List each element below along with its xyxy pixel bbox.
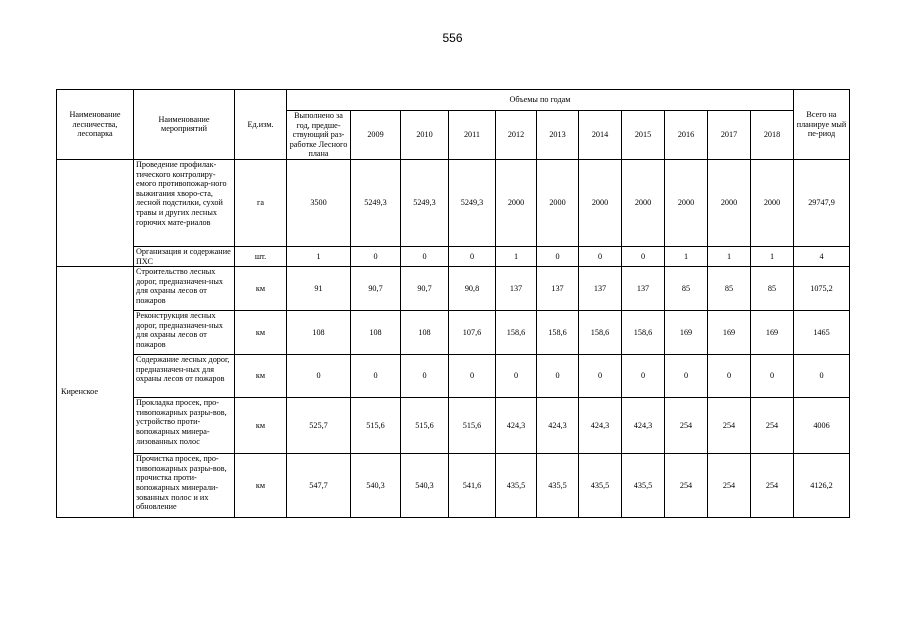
- value-cell: 515,6: [401, 398, 449, 454]
- value-cell: 547,7: [287, 454, 351, 518]
- value-cell: 169: [708, 311, 751, 355]
- value-cell: 2000: [496, 159, 537, 246]
- table-row: [57, 311, 850, 355]
- value-cell: 85: [708, 267, 751, 311]
- value-cell: 0: [351, 246, 401, 266]
- unit-cell: км: [235, 454, 287, 518]
- activity-name: Строительство лесных дорог, предназначен-ных для охраны лесов от пожаров: [134, 267, 235, 311]
- header-unit: Ед.изм.: [235, 90, 287, 160]
- table-row: [57, 246, 850, 266]
- forestry-name: Киренское: [57, 267, 134, 518]
- value-cell: 435,5: [537, 454, 579, 518]
- value-cell: 108: [351, 311, 401, 355]
- activity-name: Содержание лесных дорог, предназначен-ных для охраны лесов от пожаров: [134, 355, 235, 398]
- value-cell: 254: [751, 398, 794, 454]
- value-cell: 29747,9: [794, 159, 850, 246]
- value-cell: 158,6: [622, 311, 665, 355]
- value-cell: 424,3: [537, 398, 579, 454]
- header-year: 2015: [622, 111, 665, 160]
- value-cell: 515,6: [449, 398, 496, 454]
- header-volumes: Объемы по годам: [287, 90, 794, 111]
- value-cell: 90,8: [449, 267, 496, 311]
- table-row: [57, 454, 850, 518]
- value-cell: 2000: [751, 159, 794, 246]
- value-cell: 0: [351, 355, 401, 398]
- value-cell: 435,5: [496, 454, 537, 518]
- forestry-cell-empty: [57, 159, 134, 266]
- value-cell: 0: [579, 355, 622, 398]
- unit-cell: км: [235, 355, 287, 398]
- activity-name: Прочистка просек, про-тивопожарных разры-вов, прочистка проти-вопожарных минерали-зованных полос и их обновление: [134, 454, 235, 518]
- value-cell: 90,7: [351, 267, 401, 311]
- value-cell: 108: [401, 311, 449, 355]
- value-cell: 0: [449, 246, 496, 266]
- value-cell: 5249,3: [351, 159, 401, 246]
- value-cell: 435,5: [622, 454, 665, 518]
- value-cell: 4: [794, 246, 850, 266]
- value-cell: 3500: [287, 159, 351, 246]
- value-cell: 1: [496, 246, 537, 266]
- activity-name: Проведение профилак-тического контролиру-емого противопожар-ного выжигания хворо-ста, лесной подстилки, сухой травы и других лесных горючих мате-риалов: [134, 159, 235, 246]
- value-cell: 424,3: [579, 398, 622, 454]
- activity-name: Организация и содержание ПХС: [134, 246, 235, 266]
- value-cell: 137: [622, 267, 665, 311]
- value-cell: 5249,3: [401, 159, 449, 246]
- header-year: 2016: [665, 111, 708, 160]
- value-cell: 541,6: [449, 454, 496, 518]
- header-year: 2011: [449, 111, 496, 160]
- value-cell: 2000: [579, 159, 622, 246]
- table-row: [57, 398, 850, 454]
- table-row: [57, 159, 850, 246]
- activity-name: Прокладка просек, про-тивопожарных разры-вов, устройство проти-вопожарных минера-лизованных полос: [134, 398, 235, 454]
- value-cell: 0: [708, 355, 751, 398]
- value-cell: 1: [287, 246, 351, 266]
- unit-cell: км: [235, 398, 287, 454]
- value-cell: 2000: [665, 159, 708, 246]
- value-cell: 0: [449, 355, 496, 398]
- activity-name: Реконструкция лесных дорог, предназначен-ных для охраны лесов от пожаров: [134, 311, 235, 355]
- value-cell: 254: [665, 398, 708, 454]
- table-row: [57, 355, 850, 398]
- unit-cell: шт.: [235, 246, 287, 266]
- value-cell: 85: [751, 267, 794, 311]
- value-cell: 254: [708, 454, 751, 518]
- value-cell: 158,6: [537, 311, 579, 355]
- value-cell: 540,3: [351, 454, 401, 518]
- value-cell: 1465: [794, 311, 850, 355]
- value-cell: 4126,2: [794, 454, 850, 518]
- unit-cell: км: [235, 311, 287, 355]
- header-year: 2010: [401, 111, 449, 160]
- value-cell: 435,5: [579, 454, 622, 518]
- value-cell: 169: [751, 311, 794, 355]
- header-year: 2012: [496, 111, 537, 160]
- value-cell: 0: [751, 355, 794, 398]
- value-cell: 0: [537, 355, 579, 398]
- value-cell: 254: [751, 454, 794, 518]
- header-activity: Наименование мероприятий: [134, 90, 235, 160]
- value-cell: 90,7: [401, 267, 449, 311]
- value-cell: 254: [665, 454, 708, 518]
- header-row-top: [57, 90, 850, 111]
- header-year: 2009: [351, 111, 401, 160]
- page-number: 556: [442, 31, 463, 45]
- value-cell: 0: [537, 246, 579, 266]
- value-cell: 5249,3: [449, 159, 496, 246]
- value-cell: 515,6: [351, 398, 401, 454]
- value-cell: 424,3: [496, 398, 537, 454]
- value-cell: 137: [579, 267, 622, 311]
- value-cell: 158,6: [496, 311, 537, 355]
- table-row: [57, 267, 850, 311]
- value-cell: 91: [287, 267, 351, 311]
- value-cell: 2000: [622, 159, 665, 246]
- value-cell: 2000: [537, 159, 579, 246]
- value-cell: 1: [751, 246, 794, 266]
- header-forestry: Наименование лесничества, лесопарка: [57, 90, 134, 160]
- value-cell: 1075,2: [794, 267, 850, 311]
- unit-cell: км: [235, 267, 287, 311]
- header-year: 2017: [708, 111, 751, 160]
- value-cell: 1: [665, 246, 708, 266]
- value-cell: 424,3: [622, 398, 665, 454]
- value-cell: 0: [622, 355, 665, 398]
- header-year: 2018: [751, 111, 794, 160]
- value-cell: 0: [622, 246, 665, 266]
- value-cell: 137: [496, 267, 537, 311]
- value-cell: 525,7: [287, 398, 351, 454]
- value-cell: 108: [287, 311, 351, 355]
- value-cell: 540,3: [401, 454, 449, 518]
- header-year: 2014: [579, 111, 622, 160]
- value-cell: 4006: [794, 398, 850, 454]
- value-cell: 0: [665, 355, 708, 398]
- value-cell: 254: [708, 398, 751, 454]
- header-done-prev-year: Выполнено за год, предше-ствующий раз-работке Лесного плана: [287, 111, 351, 160]
- value-cell: 0: [287, 355, 351, 398]
- value-cell: 137: [537, 267, 579, 311]
- value-cell: 0: [794, 355, 850, 398]
- value-cell: 2000: [708, 159, 751, 246]
- value-cell: 0: [579, 246, 622, 266]
- value-cell: 169: [665, 311, 708, 355]
- header-total: Всего на планируе мый пе-риод: [794, 90, 850, 160]
- value-cell: 0: [496, 355, 537, 398]
- unit-cell: га: [235, 159, 287, 246]
- value-cell: 158,6: [579, 311, 622, 355]
- value-cell: 0: [401, 355, 449, 398]
- forest-plan-table: [56, 89, 850, 518]
- value-cell: 85: [665, 267, 708, 311]
- value-cell: 1: [708, 246, 751, 266]
- value-cell: 0: [401, 246, 449, 266]
- value-cell: 107,6: [449, 311, 496, 355]
- header-year: 2013: [537, 111, 579, 160]
